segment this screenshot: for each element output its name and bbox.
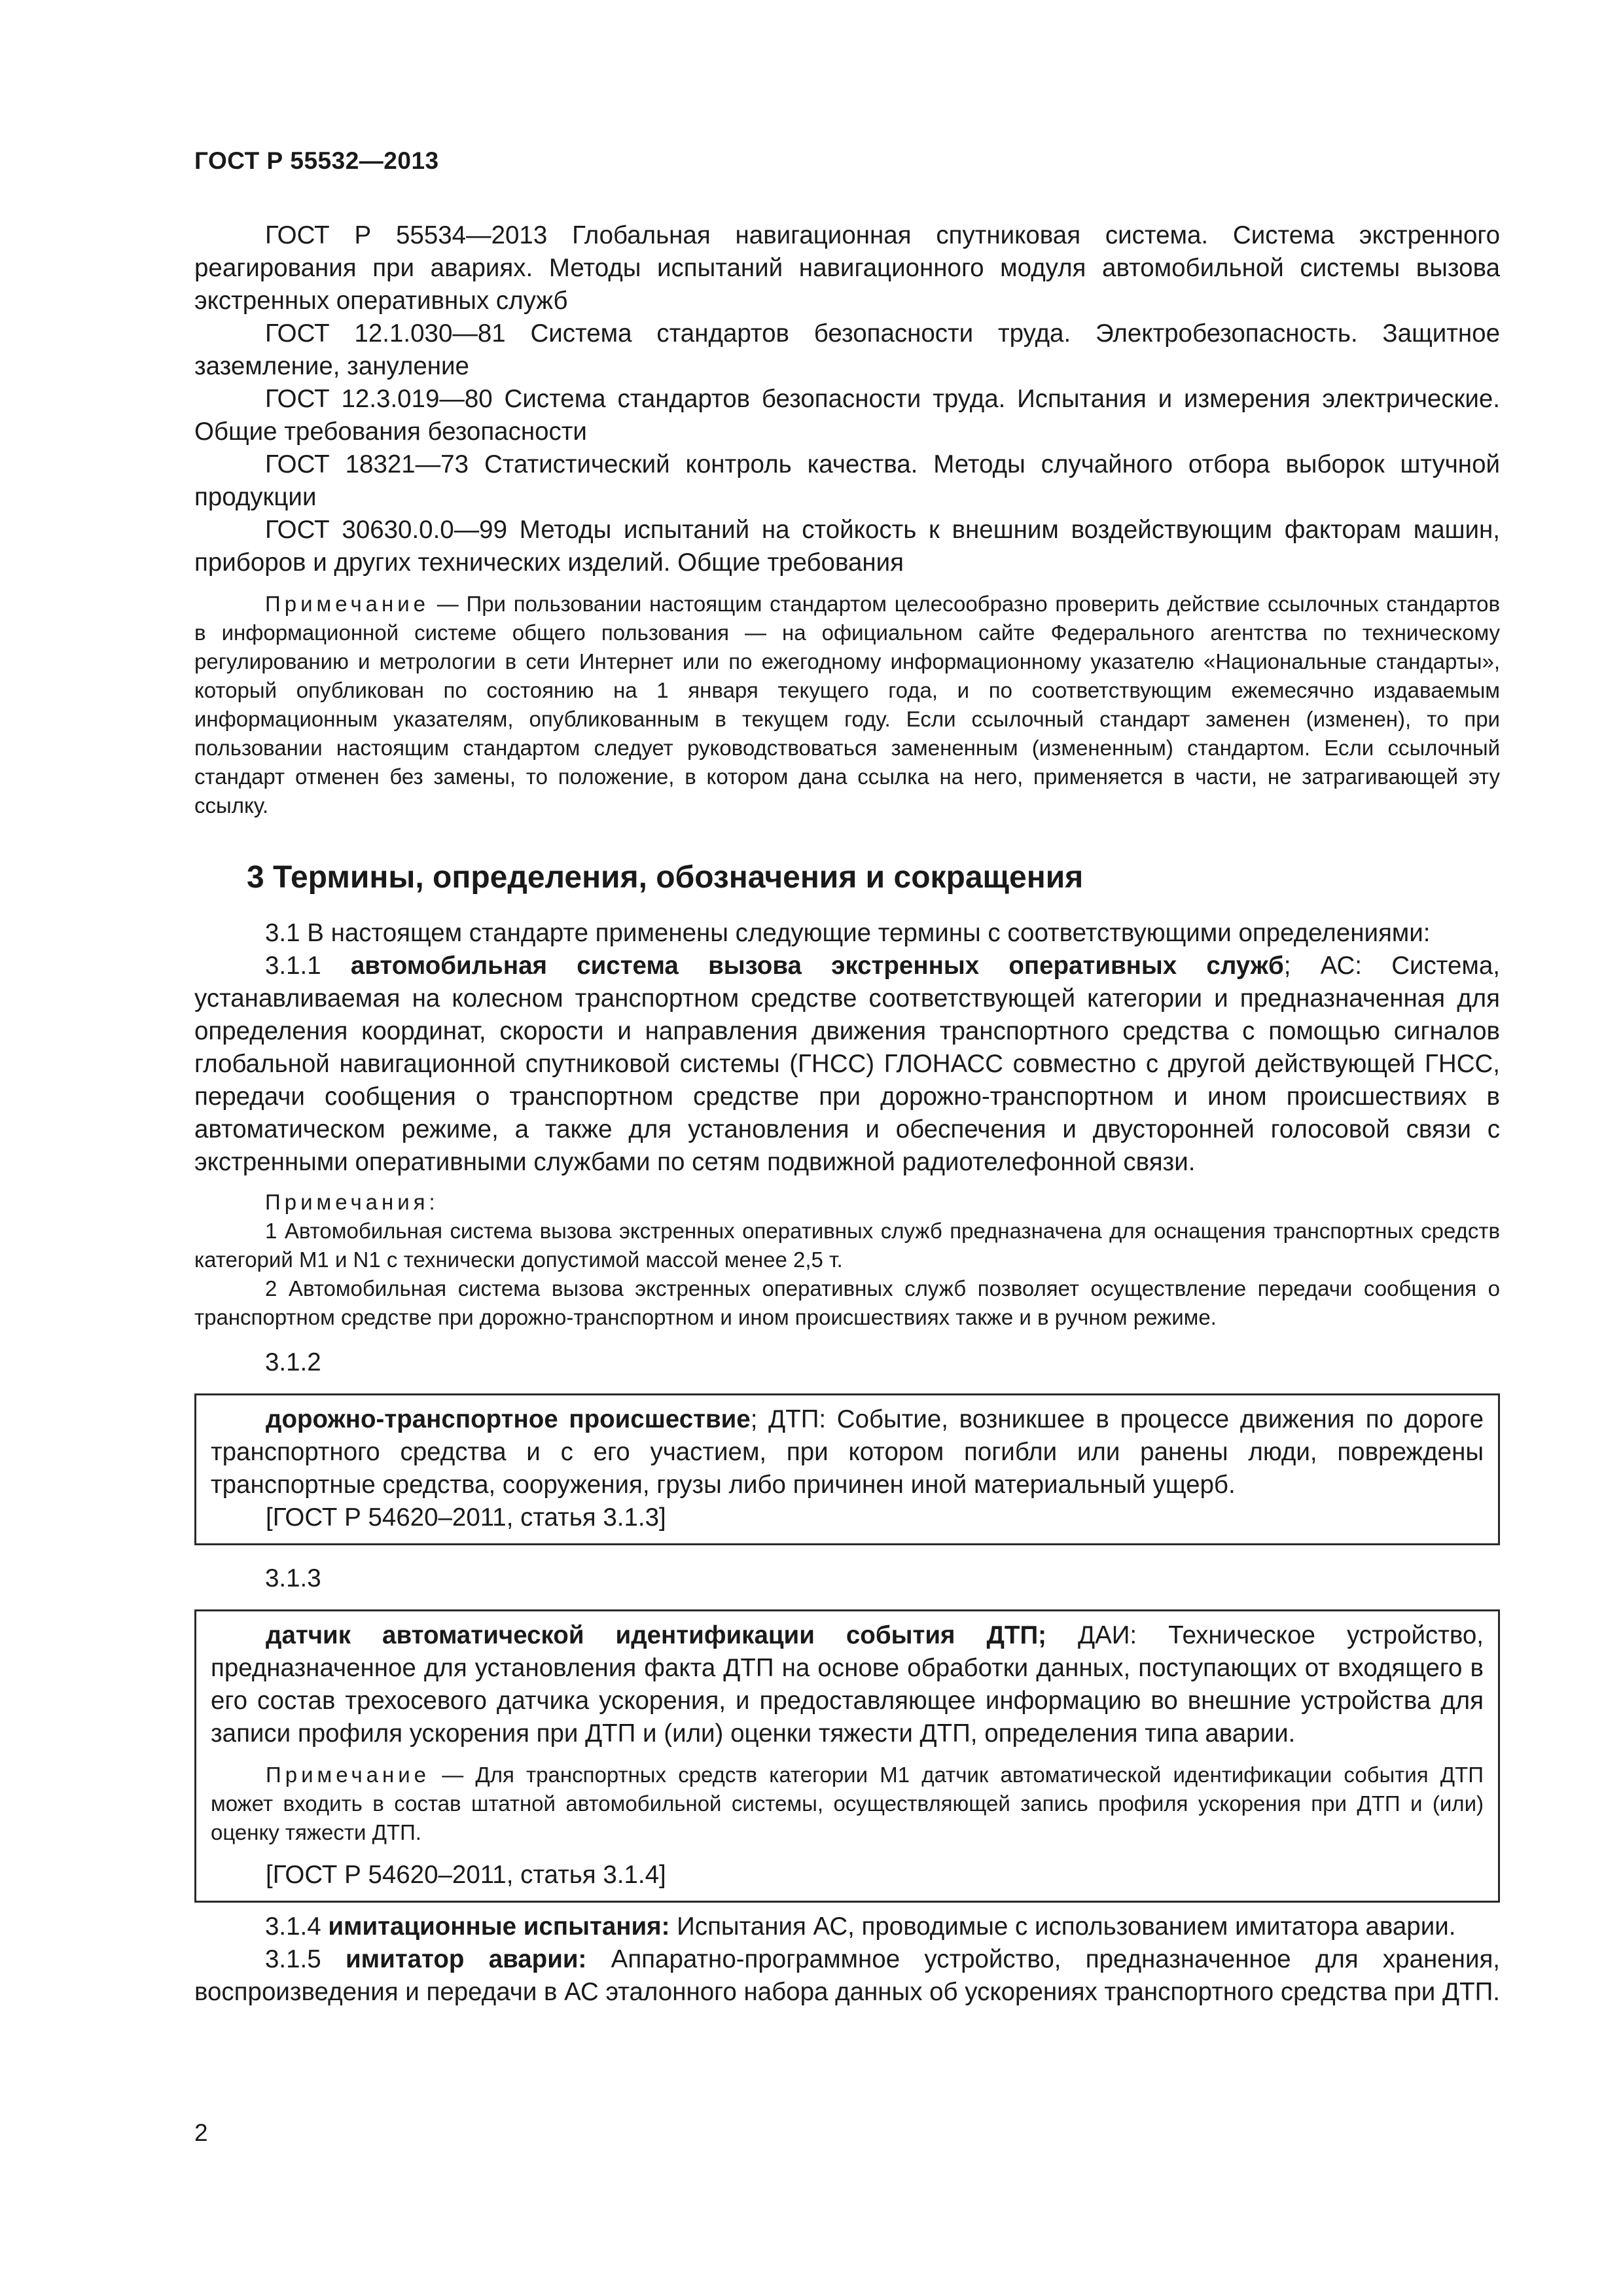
term-name: дорожно-транспортное происшествие xyxy=(266,1405,751,1433)
term-3-1-3 xyxy=(211,1619,1484,1750)
term-definition: ; ДТП: Событие, возникшее в процессе движения по дороге транспортного средства и с его участием, при котором погибли или ранены люди, повреждены транспортные средства, сооружения, грузы либо причинен иной материальный ущерб. xyxy=(211,1405,1484,1499)
term-3-1-4 xyxy=(194,1910,1500,1943)
references-note xyxy=(194,590,1500,820)
term-name: датчик автоматической идентификации события ДТП; xyxy=(266,1621,1046,1649)
term-3-1-1 xyxy=(194,950,1500,1179)
page-content xyxy=(194,219,1500,2009)
note-item: 2 Автомобильная система вызова экстренных оперативных служб позволяет осуществление передачи сообщения о транспортном средстве при дорожно-транспортном и ином происшествиях также и в ручном режиме. xyxy=(194,1276,1500,1329)
page-number: 2 xyxy=(194,2119,208,2146)
reference-item: ГОСТ 30630.0.0—99 Методы испытаний на стойкость к внешним воздействующим факторам машин, приборов и других технических изделий. Общие требования xyxy=(194,516,1500,577)
note-text: — Для транспортных средств категории М1 датчик автоматической идентификации события ДТП может входить в состав штатной автомобильной системы, осуществляющей запись профиля ускорения при ДТП и (или) оценку тяжести ДТП. xyxy=(211,1763,1484,1844)
term-number: 3.1.1 xyxy=(265,952,351,980)
term-3-1-2 xyxy=(211,1403,1484,1501)
normative-references xyxy=(194,219,1500,579)
notes-label: Примечания xyxy=(265,1190,429,1214)
term-3-1-3-box xyxy=(194,1609,1500,1903)
term-definition: Аппаратно-программное устройство, предназначенное для хранения, воспроизведения и передачи в АС эталонного набора данных об ускорениях транспортного средства при ДТП. xyxy=(194,1945,1500,2006)
term-number: 3.1.4 xyxy=(265,1912,329,1941)
reference-item: ГОСТ 18321—73 Статистический контроль качества. Методы случайного отбора выборок штучной продукции xyxy=(194,450,1500,511)
note-label: Примечание xyxy=(266,1763,431,1787)
term-definition: ДАИ: Техническое устройство, предназначенное для установления факта ДТП на основе обработки данных, поступающих от входящего в его состав трехосевого датчика ускорения, и предоставляющее информацию во внешние устройства для записи профиля ускорения при ДТП и (или) оценки тяжести ДТП, определения типа аварии. xyxy=(211,1621,1484,1748)
term-definition: Испытания АС, проводимые с использованием имитатора аварии. xyxy=(669,1912,1456,1941)
notes-heading xyxy=(194,1188,1500,1217)
term-3-1-1-notes xyxy=(194,1188,1500,1332)
section-intro: 3.1 В настоящем стандарте применены следующие термины с соответствующими определениями: xyxy=(265,919,1431,947)
term-number: 3.1.5 xyxy=(265,1945,346,1973)
term-definition: ; АС: Система, устанавливаемая на колесном транспортном средстве соответствующей категории и предназначенная для определения координат, скорости и направления движения транспортного средства с помощью сигналов глобальной навигационной спутниковой системы (ГНСС) ГЛОНАСС совместно с другой действующей ГНСС, передачи сообщения о транспортном средстве при дорожно-транспортном и ином происшествиях в автоматическом режиме, а также для установления и обеспечения и двусторонней голосовой связи с экстренными оперативными службами по сетям подвижной радиотелефонной связи. xyxy=(194,952,1500,1176)
reference-item: ГОСТ 12.1.030—81 Система стандартов безопасности труда. Электробезопасность. Защитное заземление, зануление xyxy=(194,319,1500,380)
section-title: 3 Термины, определения, обозначения и сокращения xyxy=(247,860,1084,895)
term-3-1-2-number: 3.1.2 xyxy=(265,1348,321,1376)
term-source-ref: [ГОСТ Р 54620–2011, статья 3.1.4] xyxy=(266,1861,666,1889)
note-label: Примечание xyxy=(265,592,430,616)
term-3-1-2-box xyxy=(194,1393,1500,1545)
note-item: 1 Автомобильная система вызова экстренных оперативных служб предназначена для оснащения транспортных средств категорий М1 и N1 с технически допустимой массой менее 2,5 т. xyxy=(194,1219,1500,1272)
reference-item: ГОСТ 12.3.019—80 Система стандартов безопасности труда. Испытания и измерения электрические. Общие требования безопасности xyxy=(194,385,1500,446)
term-name: автомобильная система вызова экстренных оперативных служб xyxy=(350,952,1284,980)
term-name: имитационные испытания: xyxy=(328,1912,670,1941)
term-name: имитатор аварии: xyxy=(345,1945,587,1973)
note-text: — При пользовании настоящим стандартом целесообразно проверить действие ссылочных стандартов в информационной системе общего пользования — на официальном сайте Федерального агентства по техническому регулированию и метрологии в сети Интернет или по ежегодному информационному указателю «Национальные стандарты», который опубликован по состоянию на 1 января текущего года, и по соответствующим ежемесячно издаваемым информационным указателям, опубликованным в текущем году. Если ссылочный стандарт заменен (изменен), то при пользовании настоящим стандартом следует руководствоваться замененным (измененным) стандартом. Если ссылочный стандарт отменен без замены, то положение, в котором дана ссылка на него, применяется в части, не затрагивающей эту ссылку. xyxy=(194,592,1500,817)
term-3-1-3-number: 3.1.3 xyxy=(265,1564,321,1592)
term-3-1-3-note xyxy=(211,1761,1484,1847)
term-source-ref: [ГОСТ Р 54620–2011, статья 3.1.3] xyxy=(266,1503,666,1532)
reference-item: ГОСТ Р 55534—2013 Глобальная навигационная спутниковая система. Система экстренного реагирования при авариях. Методы испытаний навигационного модуля автомобильной системы вызова экстренных оперативных служб xyxy=(194,221,1500,315)
notes-colon: : xyxy=(429,1190,435,1214)
term-3-1-5 xyxy=(194,1943,1500,2009)
page-header-doc-id: ГОСТ Р 55532—2013 xyxy=(194,147,439,174)
